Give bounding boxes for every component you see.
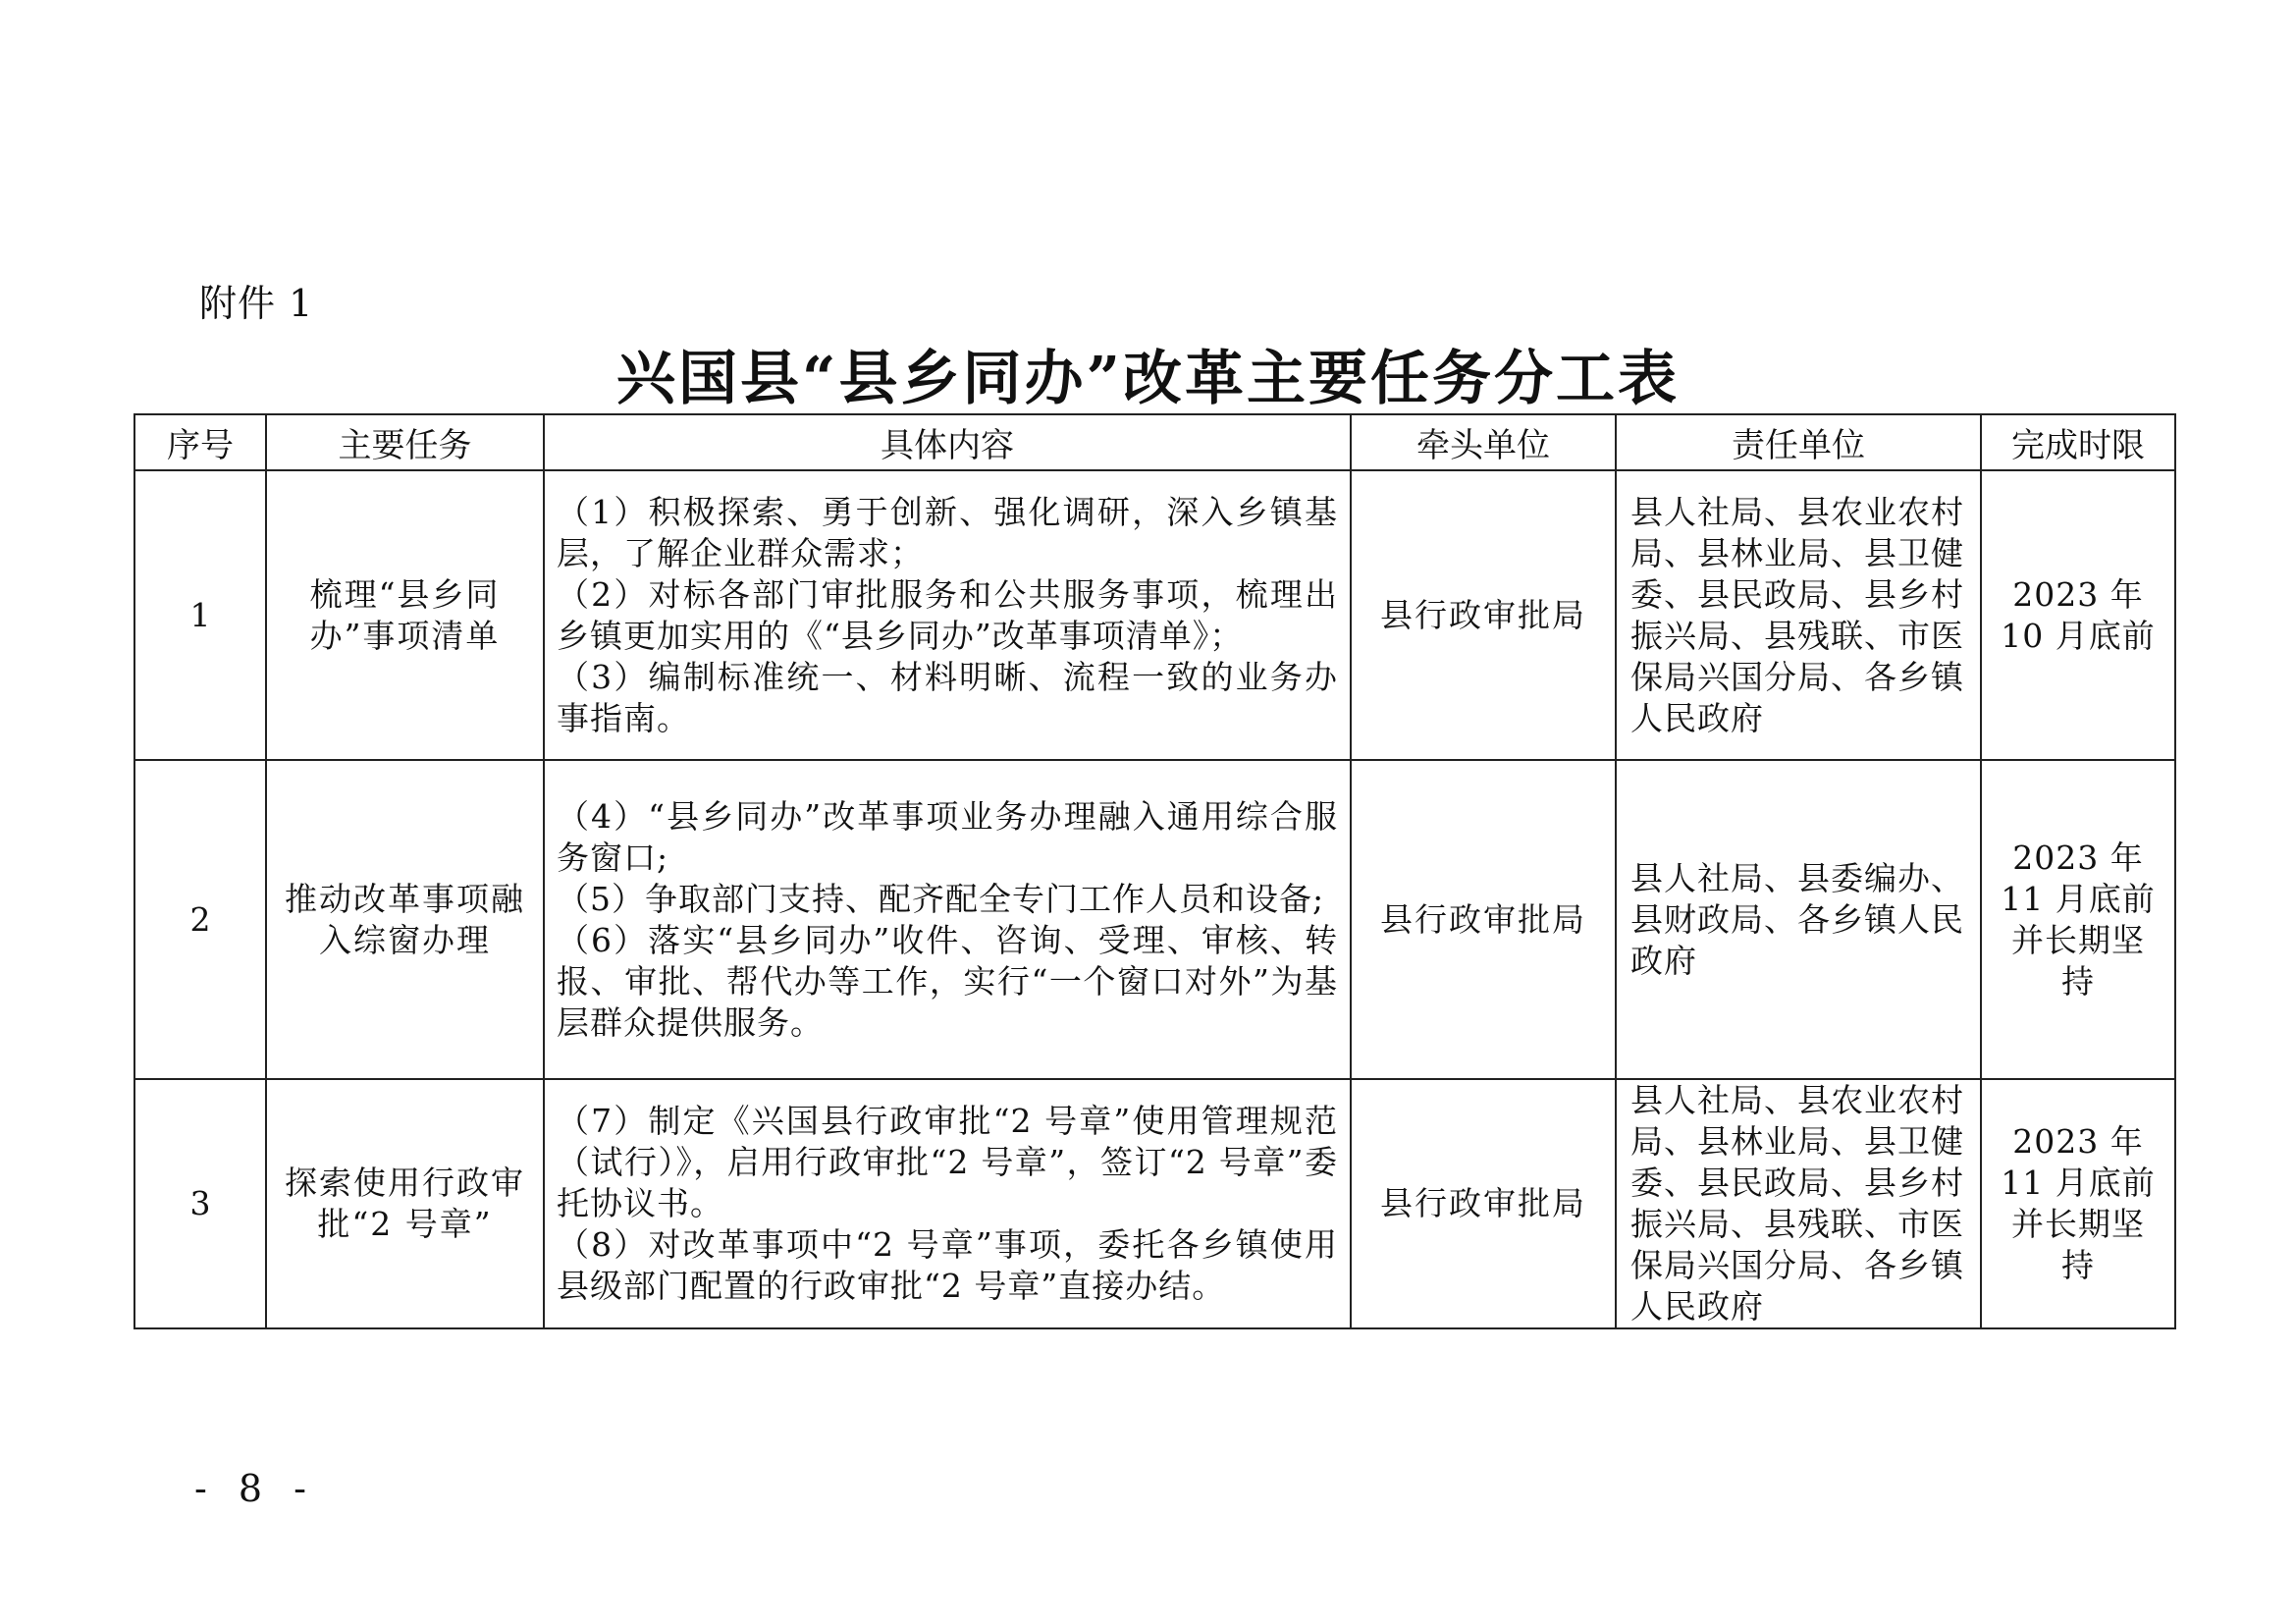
content-item: （2）对标各部门审批服务和公共服务事项，梳理出乡镇更加实用的《“县乡同办”改革事项清单》；	[557, 574, 1338, 655]
cell-task: 推动改革事项融入综窗办理	[266, 760, 544, 1079]
cell-lead: 县行政审批局	[1351, 470, 1616, 760]
cell-responsible: 县人社局、县农业农村局、县林业局、县卫健委、县民政局、县乡村振兴局、县残联、市医保局兴国分局、各乡镇人民政府	[1616, 470, 1981, 760]
cell-content	[544, 1079, 1351, 1328]
cell-responsible: 县人社局、县委编办、县财政局、各乡镇人民政府	[1616, 760, 1981, 1079]
cell-no: 2	[134, 760, 266, 1079]
cell-deadline: 2023 年 11 月底前并长期坚持	[1981, 1079, 2175, 1328]
task-table	[133, 413, 2176, 1329]
attachment-label: 附件 1	[199, 282, 314, 325]
document-title: 兴国县“县乡同办”改革主要任务分工表	[615, 345, 1681, 413]
header-content: 具体内容	[544, 414, 1351, 470]
header-no: 序号	[134, 414, 266, 470]
header-task: 主要任务	[266, 414, 544, 470]
header-responsible: 责任单位	[1616, 414, 1981, 470]
cell-task: 探索使用行政审批“2 号章”	[266, 1079, 544, 1328]
header-deadline: 完成时限	[1981, 414, 2175, 470]
content-item: （5）争取部门支持、配齐配全专门工作人员和设备;	[557, 879, 1325, 918]
table-row	[134, 470, 2175, 760]
content-item: （4）“县乡同办”改革事项业务办理融入通用综合服务窗口;	[557, 796, 1338, 877]
content-item: （3）编制标准统一、材料明晰、流程一致的业务办事指南。	[557, 657, 1338, 737]
content-item: （1）积极探索、勇于创新、强化调研，深入乡镇基层，了解企业群众需求；	[557, 492, 1338, 572]
cell-content	[544, 760, 1351, 1079]
cell-responsible: 县人社局、县农业农村局、县林业局、县卫健委、县民政局、县乡村振兴局、县残联、市医保局兴国分局、各乡镇人民政府	[1616, 1079, 1981, 1328]
cell-no: 1	[134, 470, 266, 760]
content-item: （6）落实“县乡同办”收件、咨询、受理、审核、转报、审批、帮代办等工作，实行“一个窗口对外”为基层群众提供服务。	[557, 920, 1338, 1042]
cell-lead: 县行政审批局	[1351, 1079, 1616, 1328]
page-number: - 8 -	[194, 1467, 317, 1510]
cell-deadline: 2023 年 11 月底前并长期坚持	[1981, 760, 2175, 1079]
cell-deadline: 2023 年 10 月底前	[1981, 470, 2175, 760]
content-item: （8）对改革事项中“2 号章”事项，委托各乡镇使用县级部门配置的行政审批“2 号章”直接办结。	[557, 1225, 1338, 1305]
cell-content	[544, 470, 1351, 760]
cell-lead: 县行政审批局	[1351, 760, 1616, 1079]
content-item: （7）制定《兴国县行政审批“2 号章”使用管理规范（试行）》，启用行政审批“2 号章”，签订“2 号章”委托协议书。	[557, 1102, 1338, 1222]
table-row	[134, 760, 2175, 1079]
table-row	[134, 1079, 2175, 1328]
cell-no: 3	[134, 1079, 266, 1328]
table-header-row	[134, 414, 2175, 470]
cell-task: 梳理“县乡同办”事项清单	[266, 470, 544, 760]
header-lead: 牵头单位	[1351, 414, 1616, 470]
